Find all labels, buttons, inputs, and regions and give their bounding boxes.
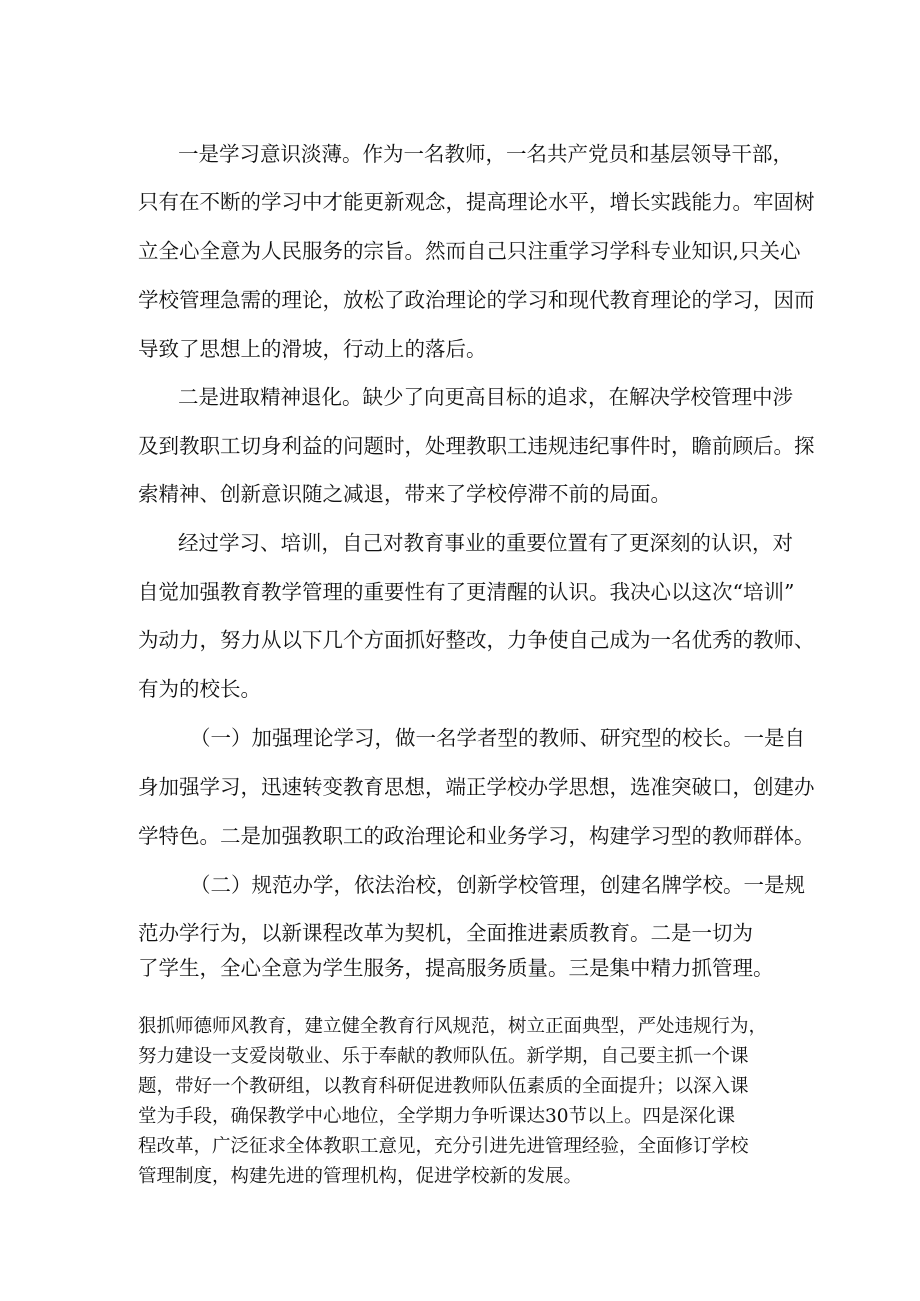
paragraph-4-line-1: （一）加强理论学习，做一名学者型的教师、研究型的校长。一是自	[190, 726, 805, 750]
paragraph-5-line-2: 范办学行为，以新课程改革为契机，全面推进素质教育。二是一切为	[138, 921, 753, 945]
paragraph-6-line-1: 狠抓师德师风教育，建立健全教育行风规范，树立正面典型，严处违规行为，	[138, 1016, 768, 1037]
paragraph-1-line-3: 立全心全意为人民服务的宗旨。然而自己只注重学习学科专业知识,只关心	[138, 239, 801, 263]
paragraph-6-line-3: 题，带好一个教研组，以教育科研促进教师队伍素质的全面提升；以深入课	[138, 1076, 749, 1097]
paragraph-3-line-4: 有为的校长。	[138, 677, 261, 701]
paragraph-6-line-5: 程改革，广泛征求全体教职工意见，充分引进先进管理经验，全面修订学校	[138, 1136, 749, 1157]
paragraph-1-line-1: 一是学习意识淡薄。作为一名教师，一名共产党员和基层领导干部，	[178, 142, 793, 166]
paragraph-3-line-1: 经过学习、培训，自己对教育事业的重要位置有了更深刻的认识，对	[178, 531, 793, 555]
paragraph-5-line-3: 了学生，全心全意为学生服务，提高服务质量。三是集中精力抓管理。	[138, 956, 774, 980]
paragraph-4-line-3: 学特色。二是加强教职工的政治理论和业务学习，构建学习型的教师群体。	[138, 824, 815, 848]
paragraph-1-line-2: 只有在不断的学习中才能更新观念，提高理论水平，增长实践能力。牢固树	[138, 190, 815, 214]
paragraph-5-line-1: （二）规范办学，依法治校，创新学校管理，创建名牌学校。一是规	[190, 873, 805, 897]
paragraph-1-line-5: 导致了思想上的滑坡，行动上的落后。	[138, 337, 487, 361]
paragraph-3-line-3: 为动力，努力从以下几个方面抓好整改，力争使自己成为一名优秀的教师、	[138, 628, 815, 652]
paragraph-1-line-4: 学校管理急需的理论，放松了政治理论的学习和现代教育理论的学习，因而	[138, 288, 815, 312]
paragraph-4-line-2: 身加强学习，迅速转变教育思想，端正学校办学思想，选准突破口，创建办	[138, 775, 815, 799]
paragraph-6-line-6: 管理制度，构建先进的管理机构，促进学校新的发展。	[138, 1166, 583, 1187]
paragraph-3-line-2: 自觉加强教育教学管理的重要性有了更清醒的认识。我决心以这次“培训”	[138, 580, 795, 604]
paragraph-6-line-2: 努力建设一支爱岗敬业、乐于奉献的教师队伍。新学期，自己要主抓一个课	[138, 1046, 749, 1067]
paragraph-2-line-1: 二是进取精神退化。缺少了向更高目标的追求，在解决学校管理中涉	[178, 385, 793, 409]
paragraph-2-line-2: 及到教职工切身利益的问题时，处理教职工违规违纪事件时，瞻前顾后。探	[138, 434, 815, 458]
paragraph-2-line-3: 索精神、创新意识随之减退，带来了学校停滞不前的局面。	[138, 482, 671, 506]
paragraph-6-line-4: 堂为手段，确保教学中心地位，全学期力争听课达30节以上。四是深化课	[138, 1106, 736, 1127]
